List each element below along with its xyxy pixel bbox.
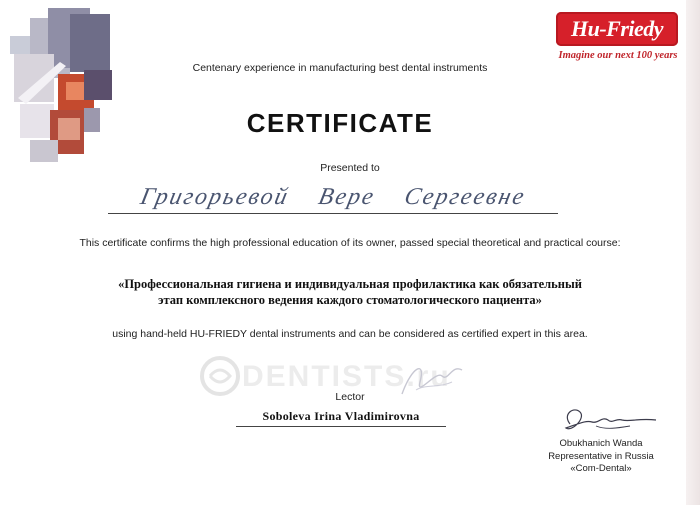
representative-company: «Com-Dental» bbox=[570, 463, 632, 474]
lector-name: Soboleva Irina Vladimirovna bbox=[262, 409, 420, 423]
svg-text:DENTISTS.ru: DENTISTS.ru bbox=[242, 360, 451, 393]
usage-text: using hand-held HU-FRIEDY dental instruments and can be considered as certified expert in this area. bbox=[112, 328, 588, 340]
brand-logo bbox=[548, 12, 688, 68]
company-tagline: Centenary experience in manufacturing best dental instruments bbox=[192, 62, 488, 74]
course-title bbox=[40, 276, 660, 308]
recipient-name-handwritten: Григорьевой Вере Сергеевне bbox=[138, 184, 529, 210]
brand-logo-badge: Hu-Friedy bbox=[556, 12, 678, 46]
lector-label: Lector bbox=[335, 391, 365, 403]
lector-underline bbox=[236, 426, 446, 427]
recipient-name-line bbox=[108, 213, 558, 214]
representative-block bbox=[526, 438, 676, 476]
confirmation-text: This certificate confirms the high professional education of its owner, passed special theoretical and practical course: bbox=[79, 237, 621, 249]
representative-name: Obukhanich Wanda bbox=[559, 438, 643, 449]
course-title-line-2: этап комплексного ведения каждого стоматологического пациента» bbox=[158, 293, 542, 307]
brand-slogan: Imagine our next 100 years bbox=[558, 50, 678, 61]
course-title-line-1: «Профессиональная гигиена и индивидуальная профилактика как обязательный bbox=[118, 277, 582, 291]
representative-role: Representative in Russia bbox=[548, 450, 654, 462]
dental-photo-collage bbox=[0, 0, 120, 170]
page-edge-strip bbox=[686, 0, 700, 505]
certificate-title: CERTIFICATE bbox=[246, 108, 434, 138]
presented-to-label: Presented to bbox=[320, 162, 380, 174]
representative-signature bbox=[556, 402, 666, 438]
